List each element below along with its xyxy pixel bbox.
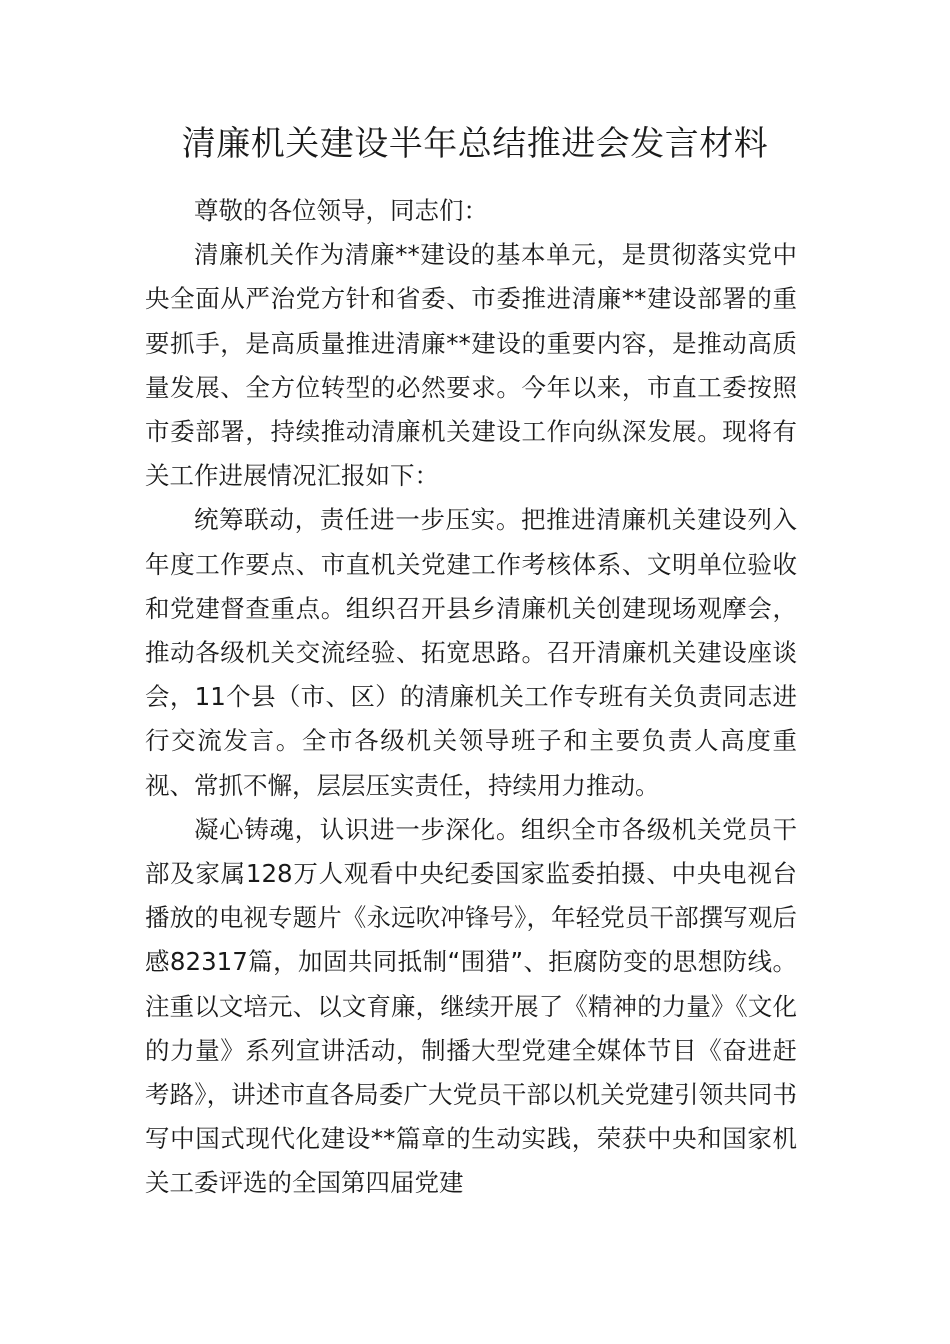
document-title: 清廉机关建设半年总结推进会发言材料 (181, 124, 769, 164)
paragraph-responsibility: 统筹联动，责任进一步压实。把推进清廉机关建设列入年度工作要点、市直机关党建工作考核体系、文明单位验收和党建督查重点。组织召开县乡清廉机关创建现场观摩会，推动各级机关交流经验、拓宽思路。召开清廉机关建设座谈会，11个县（市、区）的清廉机关工作专班有关负责同志进行交流发言。全市各级机关领导班子和主要负责人高度重视、常抓不懈，层层压实责任，持续用力推动。 (145, 505, 797, 800)
document-body (145, 189, 797, 1206)
paragraph-awareness: 凝心铸魂，认识进一步深化。组织全市各级机关党员干部及家属128万人观看中央纪委国家监委拍摄、中央电视台播放的电视专题片《永远吹冲锋号》，年轻党员干部撰写观后感82317篇，加固共同抵制“围猎”、拒腐防变的思想防线。注重以文培元、以文育廉，继续开展了《精神的力量》《文化的力量》系列宣讲活动，制播大型党建全媒体节目《奋进赶考路》，讲述市直各局委广大党员干部以机关党建引领共同书写中国式现代化建设**篇章的生动实践，荣获中央和国家机关工委评选的全国第四届党建 (145, 814, 797, 1198)
salutation: 尊敬的各位领导，同志们： (194, 196, 488, 225)
paragraph-intro: 清廉机关作为清廉**建设的基本单元，是贯彻落实党中央全面从严治党方针和省委、市委推进清廉**建设部署的重要抓手，是高质量推进清廉**建设的重要内容，是推动高质量发展、全方位转型的必然要求。今年以来，市直工委按照市委部署，持续推动清廉机关建设工作向纵深发展。现将有关工作进展情况汇报如下： (145, 240, 797, 491)
